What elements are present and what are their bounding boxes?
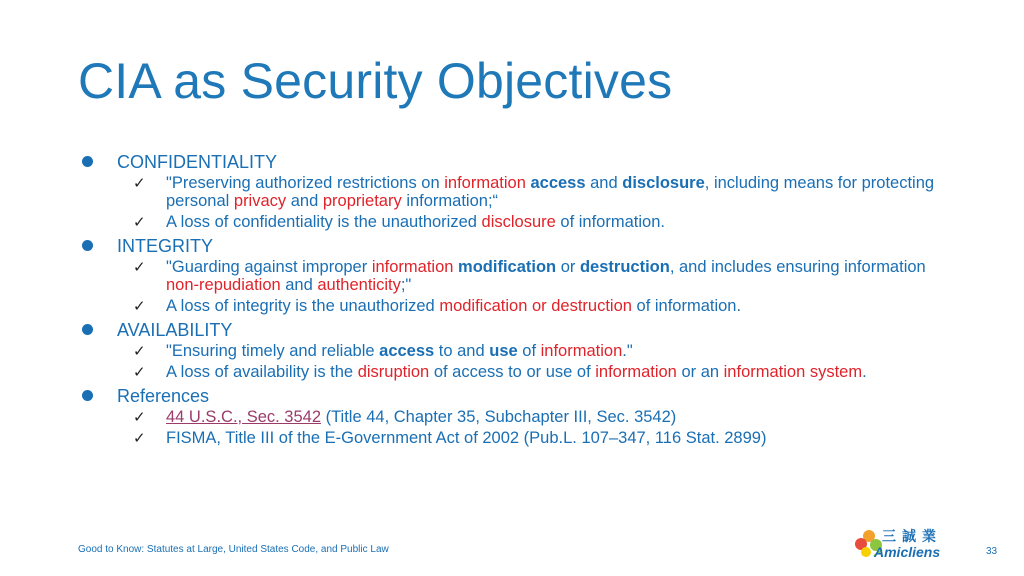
checkmark-icon: ✓: [133, 258, 146, 276]
highlight-red: disruption: [357, 363, 430, 381]
checkmark-icon: ✓: [133, 342, 146, 360]
section-heading: [78, 150, 978, 174]
heading-text: References: [117, 386, 210, 406]
text-span: of information.: [555, 213, 665, 231]
highlight-bold: access: [530, 174, 586, 192]
text-span: .": [622, 342, 633, 360]
text-span: ;": [400, 276, 412, 294]
text-span: A loss of integrity is the unauthorized: [166, 297, 440, 315]
text-span: or: [556, 258, 580, 276]
list-item: [78, 429, 978, 447]
logo-word-text: Amicliens: [874, 544, 941, 560]
section-availability: [78, 318, 978, 381]
list-item: [78, 408, 978, 426]
highlight-bold: use: [489, 342, 518, 360]
checkmark-icon: ✓: [133, 213, 146, 231]
checkmark-icon: ✓: [133, 174, 146, 192]
highlight-red: information: [540, 342, 623, 360]
list-item: [78, 213, 978, 231]
highlight-red: information: [595, 363, 677, 381]
section-heading: [78, 234, 978, 258]
company-logo: [852, 524, 962, 568]
text-span: of access to or use of: [429, 363, 596, 381]
text-span: (Title 44, Chapter 35, Subchapter III, Sec. 3542): [321, 408, 677, 426]
checkmark-icon: ✓: [133, 363, 146, 381]
bullet-dot-icon: [82, 156, 93, 167]
list-item: [78, 174, 978, 210]
highlight-red: privacy: [233, 192, 287, 210]
section-confidentiality: [78, 150, 978, 231]
highlight-red: information: [444, 174, 526, 192]
highlight-red: authenticity: [317, 276, 401, 294]
list-item: [78, 342, 978, 360]
text-span: A loss of availability is the: [166, 363, 358, 381]
heading-text: AVAILABILITY: [117, 320, 233, 340]
page-number: 33: [986, 546, 998, 557]
text-span: and: [280, 276, 318, 294]
section-heading: [78, 318, 978, 342]
heading-text: INTEGRITY: [117, 236, 214, 256]
text-span: "Guarding against improper: [166, 258, 372, 276]
text-span: of: [517, 342, 541, 360]
slide-content: [78, 150, 978, 450]
section-heading: [78, 384, 978, 408]
bullet-dot-icon: [82, 240, 93, 251]
section-integrity: [78, 234, 978, 315]
text-span: , and includes ensuring information: [669, 258, 926, 276]
highlight-red: information system: [723, 363, 863, 381]
highlight-red: modification or destruction: [439, 297, 632, 315]
text-span: or an: [676, 363, 724, 381]
text-span: to and: [434, 342, 490, 360]
list-item: [78, 297, 978, 315]
text-span: A loss of confidentiality is the unauthorized: [166, 213, 482, 231]
bullet-dot-icon: [82, 324, 93, 335]
text-span: FISMA, Title III of the E-Government Act of 2002 (Pub.L. 107–347, 116 Stat. 2899): [166, 429, 767, 447]
text-span: , including means for protecting personal: [166, 174, 935, 210]
checkmark-icon: ✓: [133, 408, 146, 426]
text-span: and: [286, 192, 323, 210]
text-span: of information.: [631, 297, 742, 315]
highlight-red: disclosure: [481, 213, 556, 231]
text-span: and: [585, 174, 623, 192]
highlight-red: information: [371, 258, 454, 276]
highlight-bold: access: [379, 342, 435, 360]
bullet-dot-icon: [82, 390, 93, 401]
list-item: [78, 363, 978, 381]
text-span: "Ensuring timely and reliable: [166, 342, 380, 360]
checkmark-icon: ✓: [133, 429, 146, 447]
section-references: [78, 384, 978, 447]
highlight-red: proprietary: [322, 192, 402, 210]
text-span: information;“: [401, 192, 499, 210]
text-span: "Preserving authorized restrictions on: [166, 174, 445, 192]
highlight-bold: destruction: [579, 258, 670, 276]
text-span: .: [862, 363, 867, 381]
logo-cjk-text: 三誠業: [882, 529, 942, 545]
slide-title: CIA as Security Objectives: [78, 53, 673, 109]
highlight-bold: disclosure: [622, 174, 705, 192]
checkmark-icon: ✓: [133, 297, 146, 315]
list-item: [78, 258, 978, 294]
highlight-red: non-repudiation: [166, 276, 281, 294]
footer-note: Good to Know: Statutes at Large, United States Code, and Public Law: [78, 544, 389, 555]
usc-reference-link[interactable]: 44 U.S.C., Sec. 3542: [166, 408, 322, 426]
highlight-bold: modification: [458, 258, 557, 276]
heading-text: CONFIDENTIALITY: [117, 152, 278, 172]
